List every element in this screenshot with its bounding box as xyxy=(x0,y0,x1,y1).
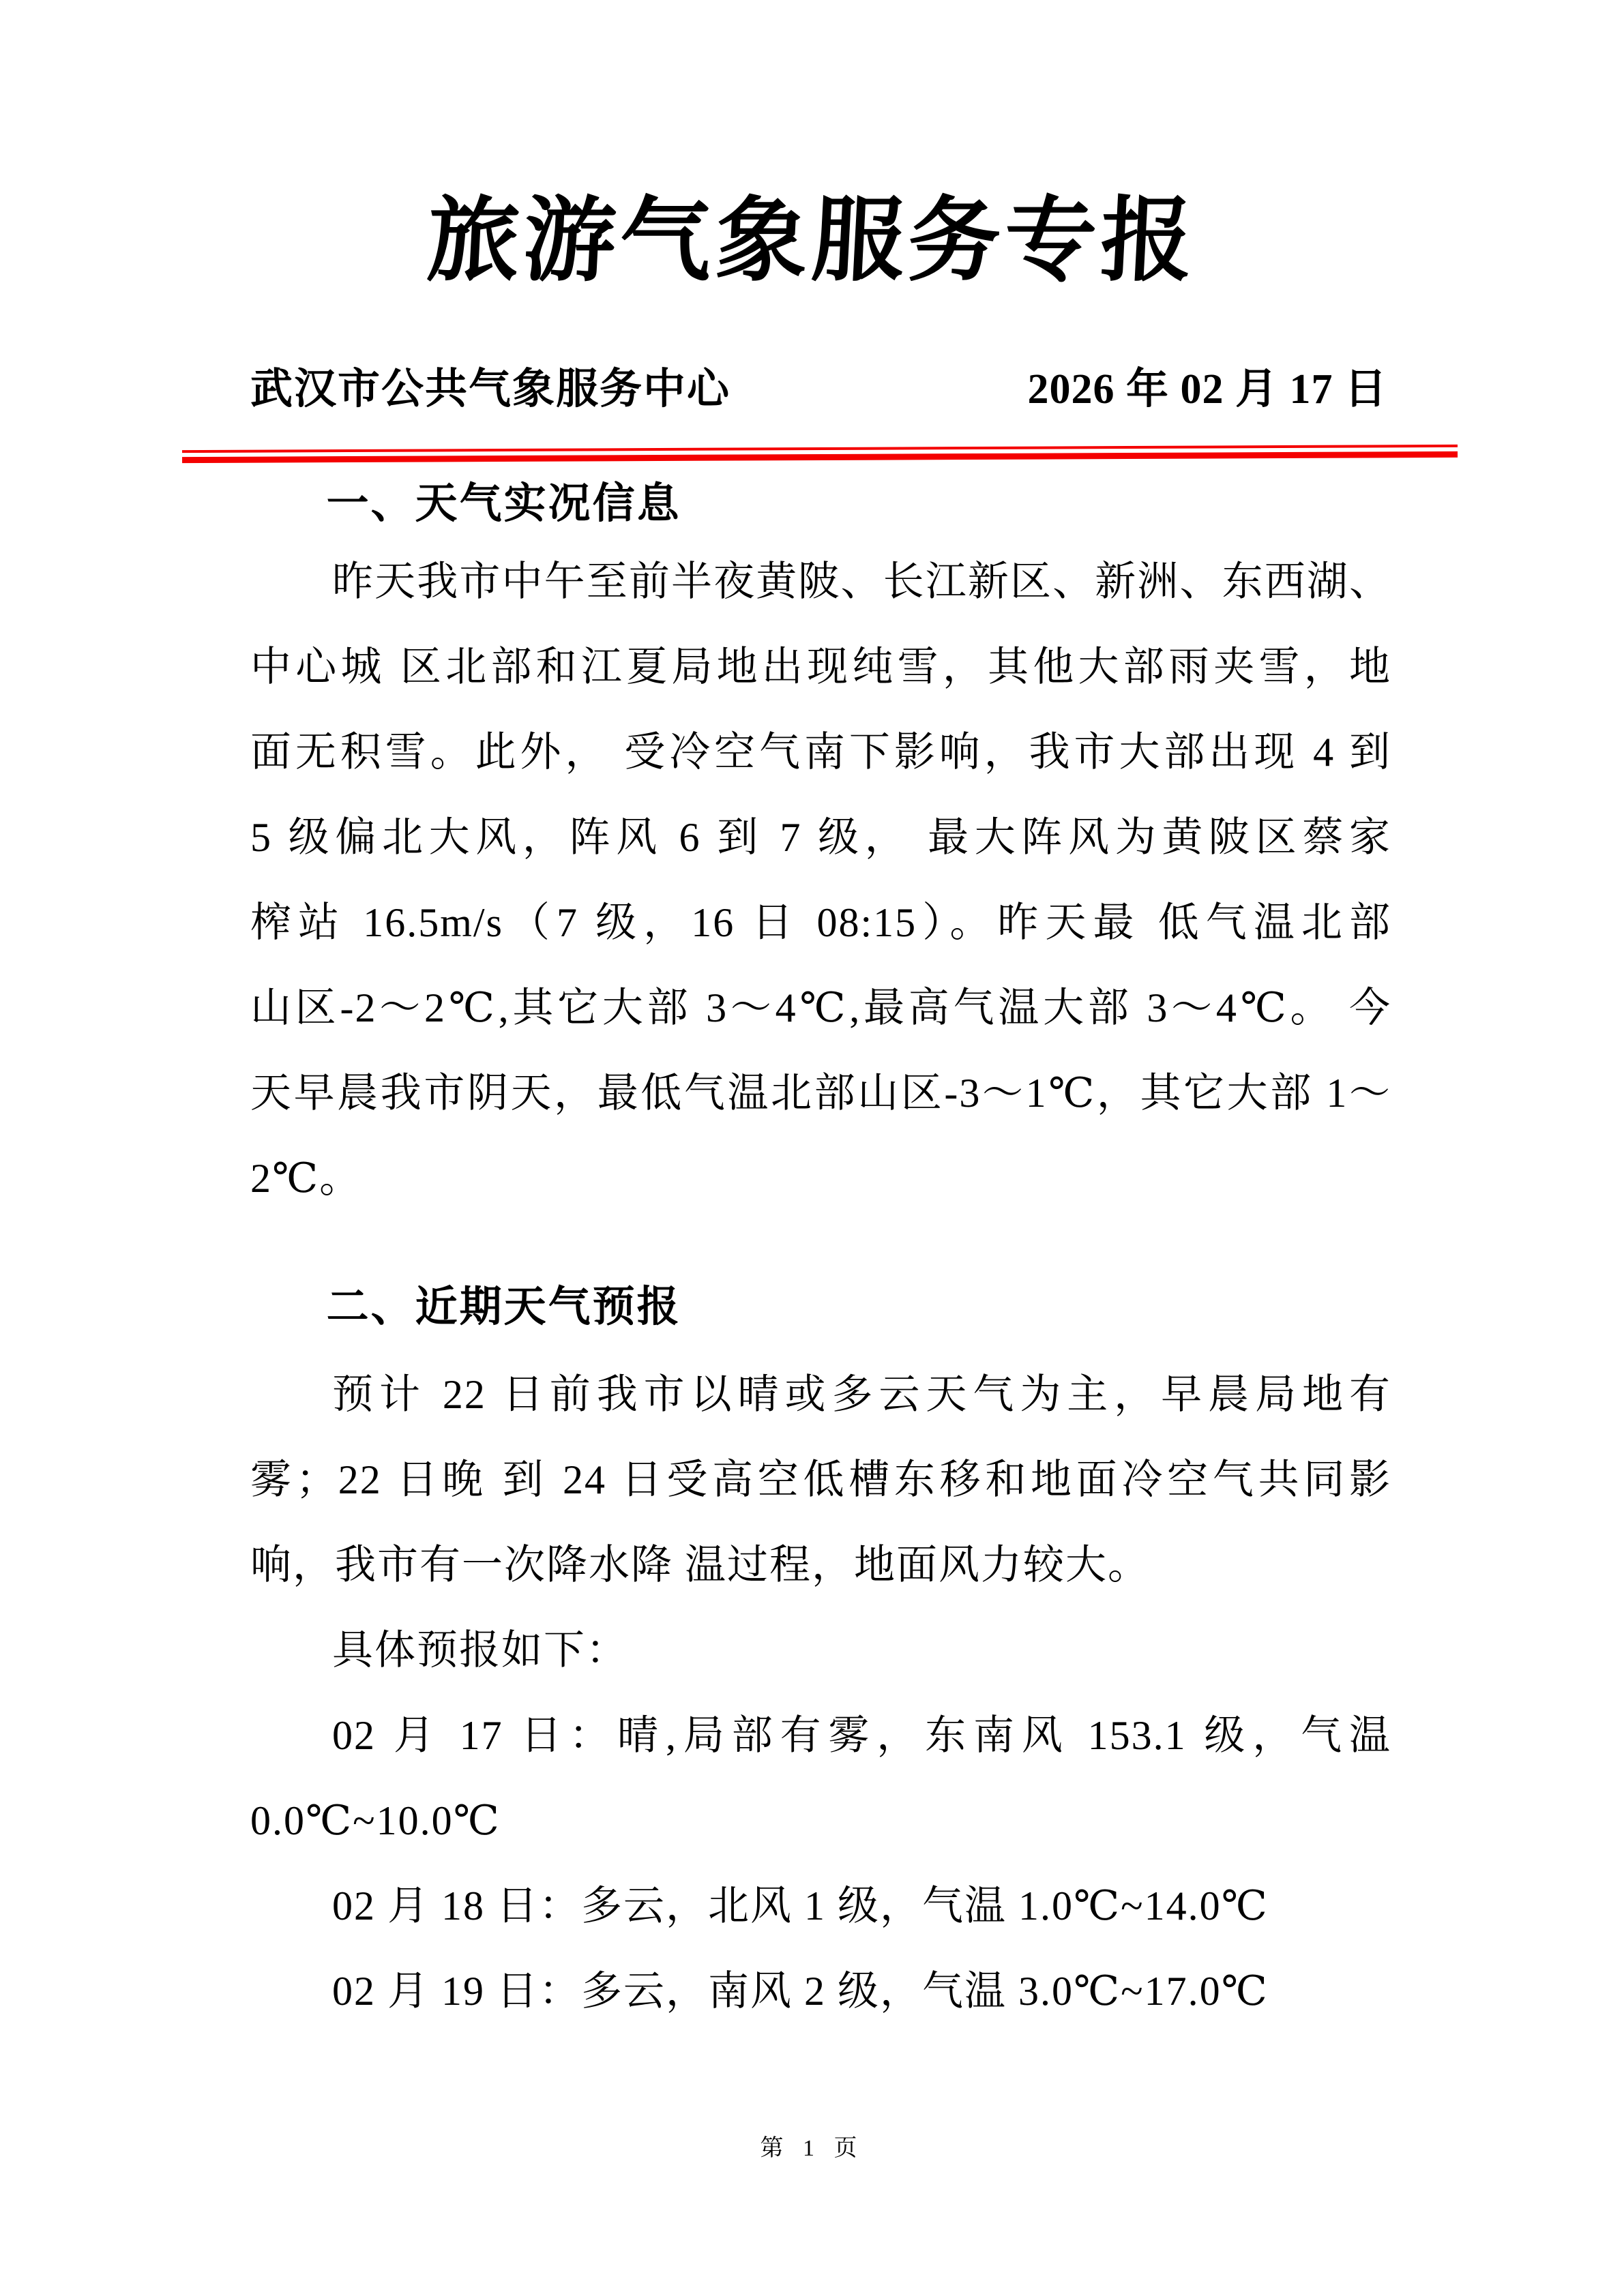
body-line: 天早晨我市阴天，最低气温北部山区-3～1℃，其它大部 1～ xyxy=(250,1071,1391,1116)
body-line: 榨站 16.5m/s（7 级，16 日 08:15）。昨天最 低气温北部 xyxy=(250,900,1391,945)
forecast-line: 02 月 18 日：多云，北风 1 级，气温 1.0℃~14.0℃ xyxy=(332,1883,1269,1928)
org-name: 武汉市公共气象服务中心 xyxy=(250,366,731,413)
body-line: 中心城 区北部和江夏局地出现纯雪，其他大部雨夹雪，地 xyxy=(250,644,1391,689)
forecast-intro-line: 具体预报如下： xyxy=(332,1628,628,1673)
forecast-line: 02 月 17 日：晴,局部有雾，东南风 153.1 级，气温 xyxy=(332,1713,1391,1758)
report-date: 2026 年 02 月 17 日 xyxy=(1027,366,1387,413)
body-line: 预计 22 日前我市以晴或多云天气为主，早晨局地有 xyxy=(332,1372,1391,1417)
forecast-line: 0.0℃~10.0℃ xyxy=(250,1798,501,1843)
header-divider-rule xyxy=(182,445,1458,463)
document-body xyxy=(0,477,1624,2034)
section2-heading: 二、近期天气预报 xyxy=(326,1284,681,1330)
body-line: 5 级偏北大风，阵风 6 到 7 级， 最大阵风为黄陂区蔡家 xyxy=(250,815,1391,860)
body-line: 面无积雪。此外， 受冷空气南下影响，我市大部出现 4 到 xyxy=(250,730,1391,775)
section1-heading: 一、天气实况信息 xyxy=(326,481,681,527)
body-line: 2℃。 xyxy=(250,1156,362,1201)
page-number: 第 1 页 xyxy=(760,2136,864,2161)
section1-paragraph xyxy=(250,539,1391,1221)
section2-paragraph xyxy=(250,1352,1391,2034)
body-line: 响，我市有一次降水降 温过程，地面风力较大。 xyxy=(250,1542,1150,1587)
document-header xyxy=(250,363,1387,416)
document-title: 旅游气象服务专报 xyxy=(424,191,1200,293)
body-line: 山区-2～2℃,其它大部 3～4℃,最高气温大部 3～4℃。 今 xyxy=(250,985,1391,1030)
forecast-line: 02 月 19 日：多云，南风 2 级，气温 3.0℃~17.0℃ xyxy=(332,1969,1269,2014)
body-line: 雾；22 日晚 到 24 日受高空低槽东移和地面冷空气共同影 xyxy=(250,1457,1391,1502)
body-line: 昨天我市中午至前半夜黄陂、长江新区、新洲、东西湖、 xyxy=(332,559,1391,604)
